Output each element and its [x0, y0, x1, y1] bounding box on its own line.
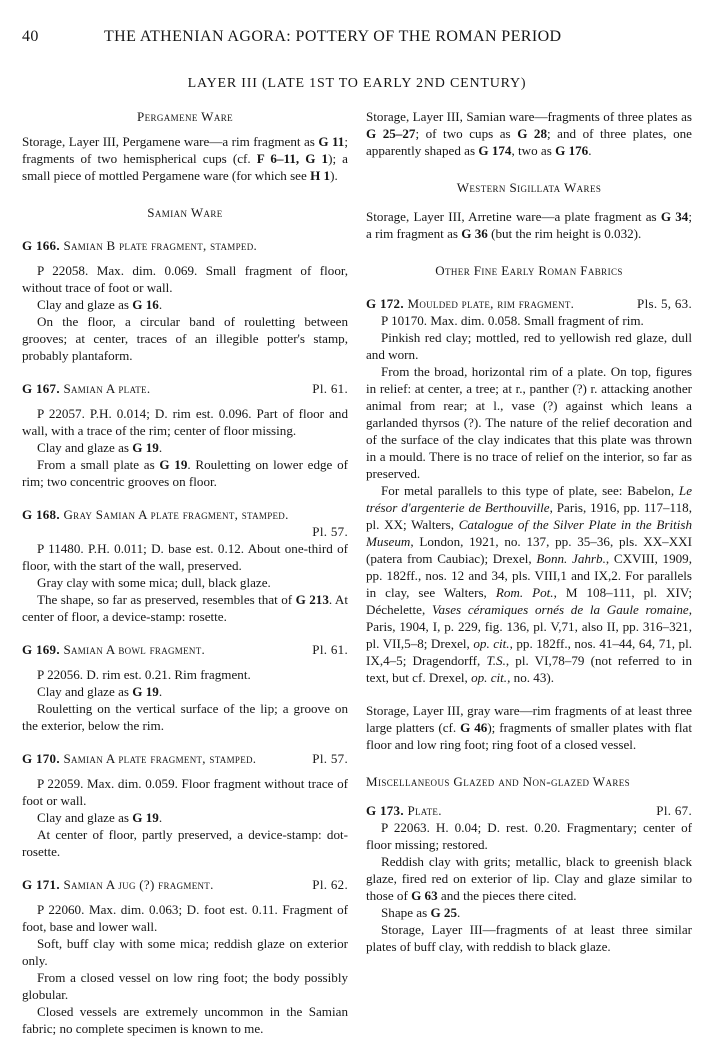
- plate-ref: Pl. 61.: [312, 642, 348, 657]
- entry-text: Clay and glaze as G 19.: [37, 684, 163, 699]
- entry-text: P 22060. Max. dim. 0.063; D. foot est. 0.11. Fragment of foot, base and lower wall.: [22, 902, 348, 934]
- entry-text: From the broad, horizontal rim of a plate. On top, figures in relief: at center, a tree; at r., panther (?) r. attacking another animal from rear; at l., vase (?) against which leans a garlanded thyrsos (?). The nature of the relief decoration and of the surface of the clay indicates that this plate was thrown in a mould. There is no trace of relief on the interior, so far as preserved.: [366, 364, 692, 481]
- section-heading-miscellaneous: Miscellaneous Glazed and Non-glazed Wares: [366, 774, 631, 789]
- left-column: [22, 108, 348, 1037]
- section-heading-other-fine: Other Fine Early Roman Fabrics: [435, 263, 623, 278]
- section-heading-pergamene: Pergamene Ware: [136, 109, 234, 124]
- entry-text: On the floor, a circular band of rouletting between grooves; at center, traces of an illegible potter's stamp, probably plantaform.: [22, 314, 348, 363]
- entry-text: P 22057. P.H. 0.014; D. rim est. 0.096. Part of floor and wall, with a trace of the rim; center of floor missing.: [22, 406, 348, 438]
- plate-ref: Pl. 61.: [312, 381, 348, 396]
- entry-text: Reddish clay with grits; metallic, black to greenish black glaze, fired red on exterior of lip. Clay and glaze similar to those of G 63 and the pieces there cited.: [366, 854, 692, 903]
- running-title: THE ATHENIAN AGORA: POTTERY OF THE ROMAN PERIOD: [104, 28, 562, 45]
- entry-text: P 22056. D. rim est. 0.21. Rim fragment.: [37, 667, 251, 682]
- catalog-ref: G 11: [318, 134, 345, 149]
- entry-text: Clay and glaze as G 19.: [37, 440, 163, 455]
- bibliography-paragraph: For metal parallels to this type of plate, see: Babelon, Le trésor d'argenterie de Berthouville, Paris, 1916, pp. 117–118, pl. XX; Walters, Catalogue of the Silver Plate in the British Museum, London, 1921, no. 137, pp. 35–36, pls. XX–XXI (patera from Caubiac); Drexel, Bonn. Jahrb., CXVIII, 1909, pp. 182ff., nos. 12 and 34, pls. VIII,1 and IX,2. For parallels in clay, see Walters, Rom. Pot., M 108–111, pl. XIV; Déchelette, Vases céramiques ornés de la Gaule romaine, Paris, 1904, I, p. 229, fig. 136, pl. V,71, also II, pp. 316–321, pl. VII,5–8; Drexel, op. cit., pp. 182ff., nos. 41–44, 64, 71, pl. IX,4–5; Dragendorff, T.S., pl. VI,78–79 (not referred to in text, but cf. Drexel, op. cit., no. 43).: [366, 483, 693, 685]
- section-heading-western-sigillata: Western Sigillata Wares: [456, 180, 602, 195]
- western-storage-paragraph: Storage, Layer III, Arretine ware—a plate fragment as G 34; a rim fragment as G 36 (but the rim height is 0.032).: [366, 209, 692, 241]
- pergamene-storage-paragraph: Storage, Layer III, Pergamene ware—a rim fragment as G 11; fragments of two hemispherical cups (cf. F 6–11, G 1); a small piece of mottled Pergamene ware (for which see H 1).: [22, 134, 348, 183]
- entry-text: P 22063. H. 0.04; D. rest. 0.20. Fragmentary; center of floor missing; restored.: [366, 820, 692, 852]
- catalog-ref: F 6–11, G 1: [256, 151, 329, 166]
- entry-heading-g170: G 170. Samian A plate fragment, stamped. Pl. 57.: [22, 751, 348, 766]
- entry-text: Shape as G 25.: [381, 905, 461, 920]
- entry-text: From a small plate as G 19. Rouletting on lower edge of rim; two concentric grooves on floor.: [22, 457, 348, 489]
- right-column: [366, 108, 692, 955]
- plate-ref: Pl. 62.: [312, 877, 348, 892]
- plate-ref: Pl. 57.: [312, 751, 348, 766]
- entry-heading-g168: G 168. Gray Samian A plate fragment, stamped. Pl. 57.: [22, 507, 348, 539]
- samian-storage-paragraph: Storage, Layer III, Samian ware—fragments of three plates as G 25–27; of two cups as G 28; and of three plates, one apparently shaped as G 174, two as G 176.: [366, 109, 692, 158]
- running-header: [22, 28, 692, 50]
- entry-text: Soft, buff clay with some mica; reddish glaze on exterior only.: [22, 936, 348, 968]
- entry-text: P 22058. Max. dim. 0.069. Small fragment of floor, without trace of foot or wall.: [22, 263, 348, 295]
- entry-text: Clay and glaze as G 16.: [37, 297, 163, 312]
- page-number: 40: [22, 28, 39, 45]
- entry-text: Rouletting on the vertical surface of the lip; a groove on the exterior, below the rim.: [22, 701, 348, 733]
- entry-heading-g173: G 173. Plate. Pl. 67.: [366, 803, 692, 818]
- entry-heading-g169: G 169. Samian A bowl fragment. Pl. 61.: [22, 642, 348, 657]
- catalog-ref: H 1: [310, 168, 331, 183]
- gray-ware-storage-paragraph: Storage, Layer III, gray ware—rim fragments of at least three large platters (cf. G 46); fragments of smaller plates with flat floor and low ring foot; ring foot of a closed vessel.: [366, 703, 692, 752]
- entry-text: P 10170. Max. dim. 0.058. Small fragment of rim.: [381, 313, 644, 328]
- entry-text: At center of floor, partly preserved, a device-stamp: dot-rosette.: [22, 827, 348, 859]
- entry-heading-g171: G 171. Samian A jug (?) fragment. Pl. 62.: [22, 877, 348, 892]
- section-heading-samian: Samian Ware: [147, 205, 223, 220]
- entry-text: P 11480. P.H. 0.011; D. base est. 0.12. About one-third of floor, with the start of the wall, preserved.: [22, 541, 348, 573]
- plate-ref: Pls. 5, 63.: [637, 296, 692, 311]
- entry-text: The shape, so far as preserved, resembles that of G 213. At center of floor, a device-stamp: rosette.: [22, 592, 348, 624]
- layer-heading: LAYER III (LATE 1ST TO EARLY 2ND CENTURY): [187, 76, 527, 91]
- entry-text: Storage, Layer III—fragments of at least three similar plates of buff clay, with reddish to black glaze.: [366, 922, 692, 954]
- entry-text: From a closed vessel on low ring foot; the body possibly globular.: [22, 970, 348, 1002]
- plate-ref: Pl. 57.: [312, 524, 348, 539]
- entry-heading-g167: G 167. Samian A plate. Pl. 61.: [22, 381, 348, 396]
- entry-text: Clay and glaze as G 19.: [37, 810, 163, 825]
- entry-text: Gray clay with some mica; dull, black glaze.: [37, 575, 271, 590]
- entry-text: Closed vessels are extremely uncommon in the Samian fabric; no complete specimen is known to me.: [22, 1004, 348, 1036]
- plate-ref: Pl. 67.: [656, 803, 692, 818]
- entry-text: Pinkish red clay; mottled, red to yellowish red glaze, dull and worn.: [366, 330, 692, 362]
- entry-heading-g172: G 172. Moulded plate, rim fragment. Pls. 5, 63.: [366, 296, 692, 311]
- entry-heading-g166: G 166. Samian B plate fragment, stamped.: [22, 238, 258, 253]
- entry-text: P 22059. Max. dim. 0.059. Floor fragment without trace of foot or wall.: [22, 776, 348, 808]
